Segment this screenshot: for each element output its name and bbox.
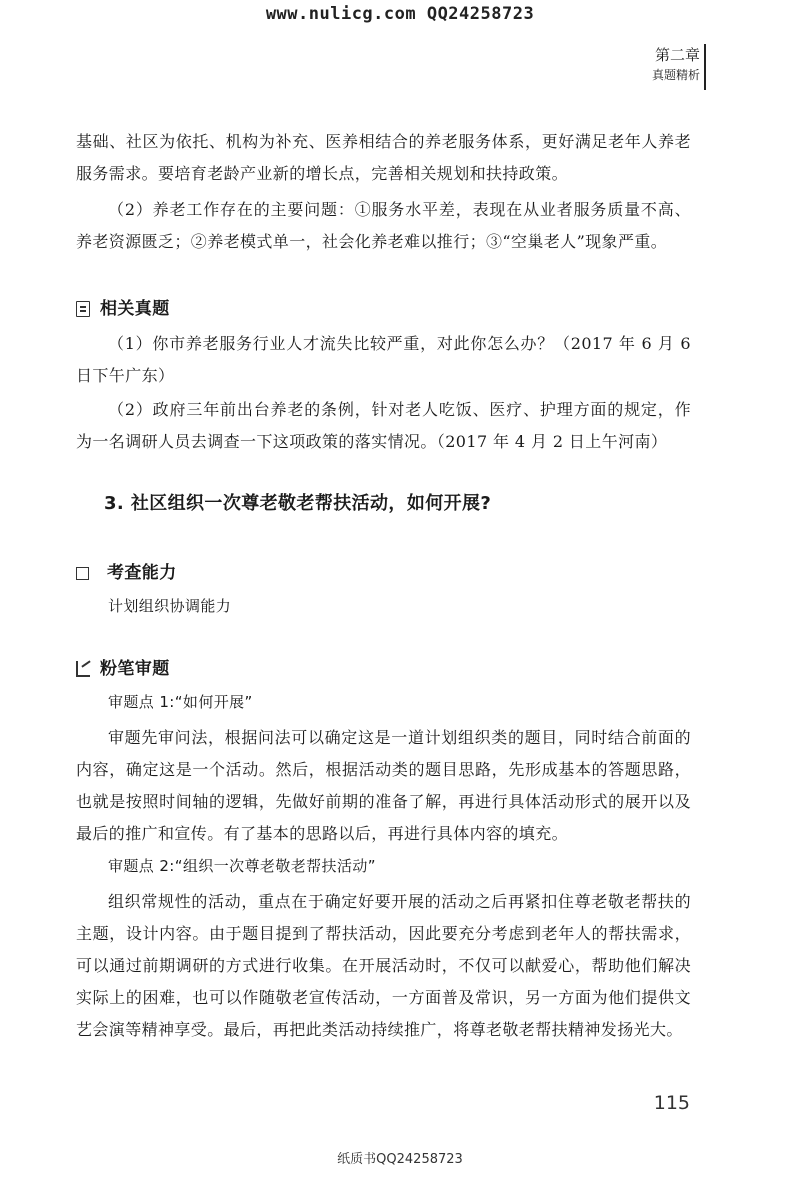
ability-title: 考查能力 [107, 563, 177, 583]
review-point-2-text: 组织常规性的活动，重点在于确定好要开展的活动之后再紧扣住尊老敬老帮扶的主题，设计内容。由于题目提到了帮扶活动，因此要充分考虑到老年人的帮扶需求，可以通过前期调研的方式进行收集。在开展活动时，不仅可以献爱心，帮助他们解决实际上的困难，也可以作随敬老宣传活动，一方面普及常识，另一方面为他们提供文艺会演等精神享受。最后，再把此类活动持续推广，将尊老敬老帮扶精神发扬光大。 [76, 892, 691, 1039]
page-content [76, 126, 691, 1046]
ability-text: 计划组织协调能力 [108, 597, 232, 615]
watermark-bottom: 纸质书QQ24258723 [337, 1152, 463, 1167]
document-icon [76, 301, 90, 317]
chapter-title: 第二章 [654, 46, 700, 64]
running-head [652, 44, 700, 84]
review-point-1-label: 审题点 1:“如何开展” [108, 693, 253, 711]
review-point-2-label: 审题点 2:“组织一次尊老敬老帮扶活动” [108, 857, 376, 875]
review-title: 粉笔审题 [100, 659, 170, 679]
paragraph-continued: 基础、社区为依托、机构为补充、医养相结合的养老服务体系，更好满足老年人养老服务需求。要培育老龄产业新的增长点，完善相关规划和扶持政策。 [76, 132, 691, 183]
paragraph-problems: （2）养老工作存在的主要问题：①服务水平差，表现在从业者服务质量不高、养老资源匮乏；②养老模式单一，社会化养老难以推行；③“空巢老人”现象严重。 [76, 200, 691, 251]
running-head-rule [704, 44, 706, 90]
related-questions-title: 相关真题 [100, 299, 170, 319]
section-subtitle: 真题精析 [651, 68, 700, 82]
related-question-1: （1）你市养老服务行业人才流失比较严重，对此你怎么办？（2017 年 6 月 6 日下午广东） [76, 334, 691, 385]
checkbox-icon [76, 567, 89, 580]
ability-heading [76, 556, 691, 590]
review-heading [76, 652, 691, 686]
page-number: 115 [653, 1092, 690, 1114]
related-question-2: （2）政府三年前出台养老的条例，针对老人吃饭、医疗、护理方面的规定，作为一名调研人员去调查一下这项政策的落实情况。（2017 年 4 月 2 日上午河南） [76, 400, 691, 451]
related-questions-heading [76, 292, 691, 326]
pen-icon [76, 661, 90, 677]
watermark-top: www.nulicg.com QQ24258723 [265, 4, 535, 24]
review-point-1-text: 审题先审问法，根据问法可以确定这是一道计划组织类的题目，同时结合前面的内容，确定这是一个活动。然后，根据活动类的题目思路，先形成基本的答题思路，也就是按照时间轴的逻辑，先做好前期的准备了解，再进行具体活动形式的展开以及最后的推广和宣传。有了基本的思路以后，再进行具体内容的填充。 [76, 728, 691, 843]
question-title: 3. 社区组织一次尊老敬老帮扶活动，如何开展? [104, 493, 492, 514]
